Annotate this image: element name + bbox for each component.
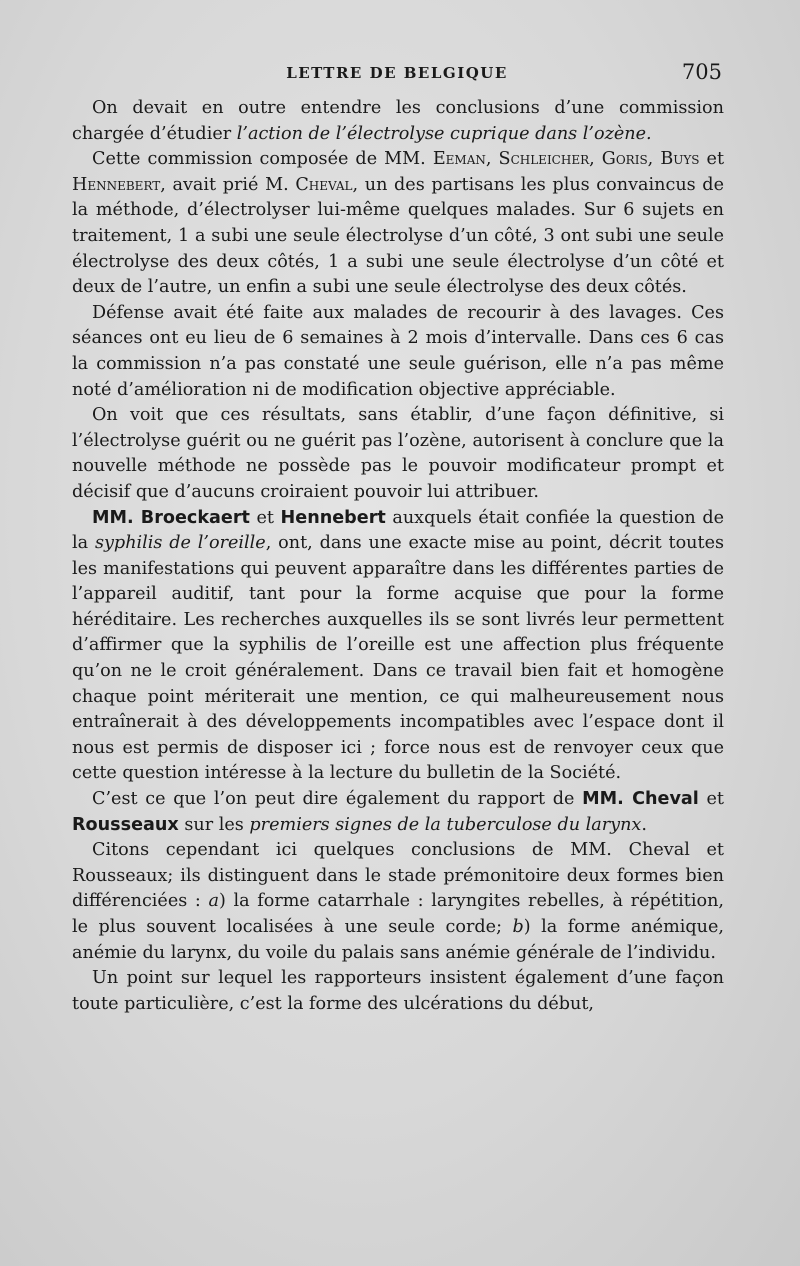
paragraph-6 (72, 787, 724, 838)
paragraph-5-text: , ont, dans une exacte mise au point, décrit toutes les manifestations qui peuvent apparaître dans les différentes parties de l’appareil auditif, tant pour la forme acquise que pour la forme héréditaire. Les recherches auxquelles ils se sont livrés leur permettent d’affirmer que la syphilis de l’oreille est une affection plus fréquente qu’on ne le croit généralement. Dans ce travail bien fait et homogène chaque point mériterait une mention, ce qui malheureusement nous entraînerait à des développements incompatibles avec l’espace dont il nous est permis de disposer ici ; force nous est de renvoyer ceux que cette question intéresse à la lecture du bulletin de la Société. (72, 533, 725, 784)
report-title-electrolyse: l’action de l’électrolyse cuprique dans l’ozène. (236, 123, 652, 144)
name-hennebert-bold: Hennebert (280, 507, 386, 528)
list-marker-b: b (512, 917, 524, 937)
paragraph-2 (72, 147, 724, 301)
paragraph-7-text: Citons cependant ici quelques conclusions de MM. Cheval et Rousseaux; ils distinguent dans le stade prémonitoire deux formes bien différenciées : (72, 840, 724, 912)
paragraph-7 (72, 838, 724, 966)
separator: , (589, 149, 602, 170)
name-cheval: Cheval (295, 174, 353, 195)
page-number: 705 (681, 60, 722, 84)
paragraph-2-text: , avait prié M. (160, 174, 296, 195)
report-title-tuberculose: premiers signes de la tuberculose du larynx (249, 814, 642, 835)
paragraph-6-text: sur les (178, 814, 250, 835)
paragraph-6-text: . (641, 814, 647, 835)
paragraph-6-text: et (698, 789, 725, 810)
list-marker-a: a (208, 891, 219, 912)
paragraph-5-text: auxquels était confiée la question de la (72, 507, 724, 554)
paragraph-2-text: Cette commission composée de MM. (92, 149, 433, 170)
separator: et (699, 149, 725, 170)
paragraph-5 (72, 506, 724, 788)
name-broeckaert: MM. Broeckaert (92, 507, 250, 528)
paragraph-5-text: et (249, 507, 281, 528)
separator: , (647, 149, 661, 170)
name-schleicher: Schleicher (498, 149, 590, 170)
paragraph-6-text: C’est ce que l’on peut dire également du rapport de (92, 789, 583, 810)
name-goris: Goris (601, 149, 648, 170)
paragraph-3: Défense avait été faite aux malades de recourir à des lavages. Ces séances ont eu lieu de 6 semaines à 2 mois d’intervalle. Dans ces 6 cas la commission n’a pas constaté une seule guérison, elle n’a pas même noté d’amélioration ni de modification objective appréciable. (72, 302, 724, 400)
name-hennebert: Hennebert (72, 174, 161, 195)
page-header (72, 60, 722, 90)
report-title-syphilis: syphilis de l’oreille (94, 533, 266, 554)
paragraph-8: Un point sur lequel les rapporteurs insistent également d’une façon toute particulière, c’est la forme des ulcérations du début, (72, 968, 724, 1014)
name-cheval-bold: MM. Cheval (582, 789, 699, 810)
paragraph-1 (72, 96, 724, 147)
name-rousseaux: Rousseaux (72, 814, 179, 835)
paragraph-1-text: On devait en outre entendre les conclusions d’une commission chargée d’étudier (72, 98, 724, 144)
paragraph-2-text: , un des partisans les plus convaincus de la méthode, d’électrolyser lui-même quelques malades. Sur 6 sujets en traitement, 1 a subi une seule électrolyse d’un côté, 3 ont subi une seule électrolyse des deux côtés, 1 a subi une seule électrolyse d’un côté et deux de l’autre, un enfin a subi une seule électrolyse des deux côtés. (72, 174, 724, 298)
body-text (72, 96, 724, 1017)
paragraph-7-text: ) la forme catarrhale : laryngites rebelles, à répétition, le plus souvent localisées à une seule corde; (72, 891, 725, 937)
paragraph-7-text: ) la forme anémique, anémie du larynx, du voile du palais sans anémie générale de l’individu. (72, 917, 725, 963)
paragraph-4: On voit que ces résultats, sans établir, d’une façon définitive, si l’électrolyse guérit ou ne guérit pas l’ozène, autorisent à conclure que la nouvelle méthode ne possède pas le pouvoir modificateur prompt et décisif que d’aucuns croiraient pouvoir lui attribuer. (72, 405, 724, 502)
separator: , (485, 149, 499, 170)
name-buys: Buys (660, 149, 700, 170)
running-title: LETTRE DE BELGIQUE (286, 64, 508, 82)
name-eeman: Eeman (432, 149, 486, 170)
